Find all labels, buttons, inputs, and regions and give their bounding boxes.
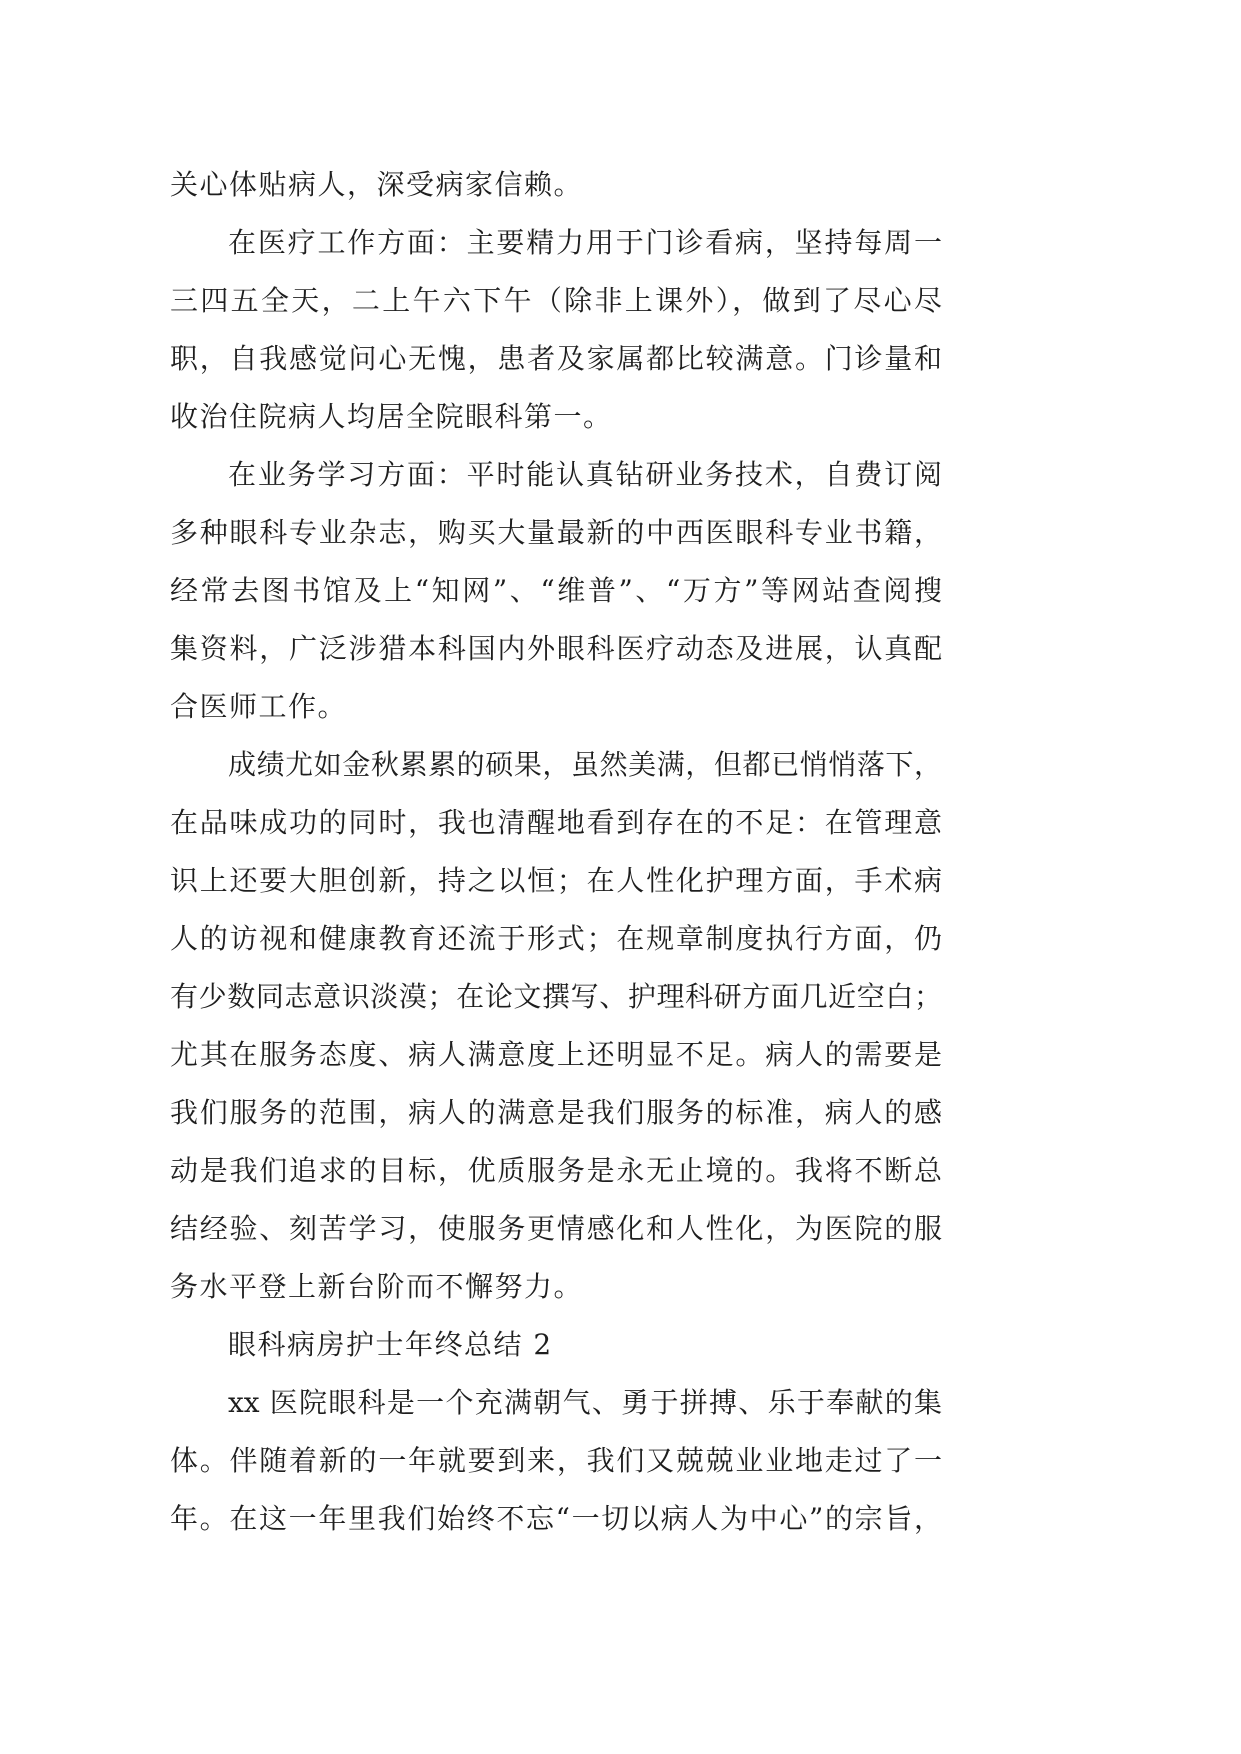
text-line: 体。伴随着新的一年就要到来，我们又兢兢业业地走过了一 (170, 1444, 942, 1477)
text-line: 集资料，广泛涉猎本科国内外眼科医疗动态及进展，认真配 (170, 632, 942, 665)
text-line: 在品味成功的同时，我也清醒地看到存在的不足：在管理意 (170, 806, 942, 839)
text-line: 关心体贴病人，深受病家信赖。 (170, 168, 584, 201)
text-line: 在医疗工作方面：主要精力用于门诊看病，坚持每周一 (228, 226, 942, 259)
text-line: 我们服务的范围，病人的满意是我们服务的标准，病人的感 (170, 1096, 942, 1129)
text-line: 年。在这一年里我们始终不忘“一切以病人为中心”的宗旨， (170, 1502, 942, 1535)
paragraph (170, 446, 942, 736)
paragraph (170, 156, 942, 214)
section-heading: 眼科病房护士年终总结 2 (228, 1328, 553, 1361)
text-line: 职，自我感觉问心无愧，患者及家属都比较满意。门诊量和 (170, 342, 942, 375)
text-line: 人的访视和健康教育还流于形式；在规章制度执行方面，仍 (170, 922, 942, 955)
text-line: 合医师工作。 (170, 690, 348, 723)
text-line: 多种眼科专业杂志，购买大量最新的中西医眼科专业书籍， (170, 516, 942, 549)
text-line: xx 医院眼科是一个充满朝气、勇于拼搏、乐于奉献的集 (228, 1386, 942, 1419)
text-line: 三四五全天，二上午六下午（除非上课外），做到了尽心尽 (170, 284, 942, 317)
document-body (170, 156, 942, 1548)
text-line: 在业务学习方面：平时能认真钻研业务技术，自费订阅 (228, 458, 942, 491)
text-line: 收治住院病人均居全院眼科第一。 (170, 400, 613, 433)
text-line: 成绩尤如金秋累累的硕果，虽然美满，但都已悄悄落下， (228, 748, 942, 781)
text-line: 务水平登上新台阶而不懈努力。 (170, 1270, 584, 1303)
text-line: 经常去图书馆及上“知网”、“维普”、“万方”等网站查阅搜 (170, 574, 942, 607)
text-line: 动是我们追求的目标，优质服务是永无止境的。我将不断总 (170, 1154, 942, 1187)
text-line: 有少数同志意识淡漠；在论文撰写、护理科研方面几近空白； (170, 980, 942, 1013)
text-line: 结经验、刻苦学习，使服务更情感化和人性化，为医院的服 (170, 1212, 942, 1245)
paragraph (170, 736, 942, 1316)
paragraph (170, 214, 942, 446)
text-line: 尤其在服务态度、病人满意度上还明显不足。病人的需要是 (170, 1038, 942, 1071)
paragraph (170, 1374, 942, 1548)
text-line: 识上还要大胆创新，持之以恒；在人性化护理方面，手术病 (170, 864, 942, 897)
